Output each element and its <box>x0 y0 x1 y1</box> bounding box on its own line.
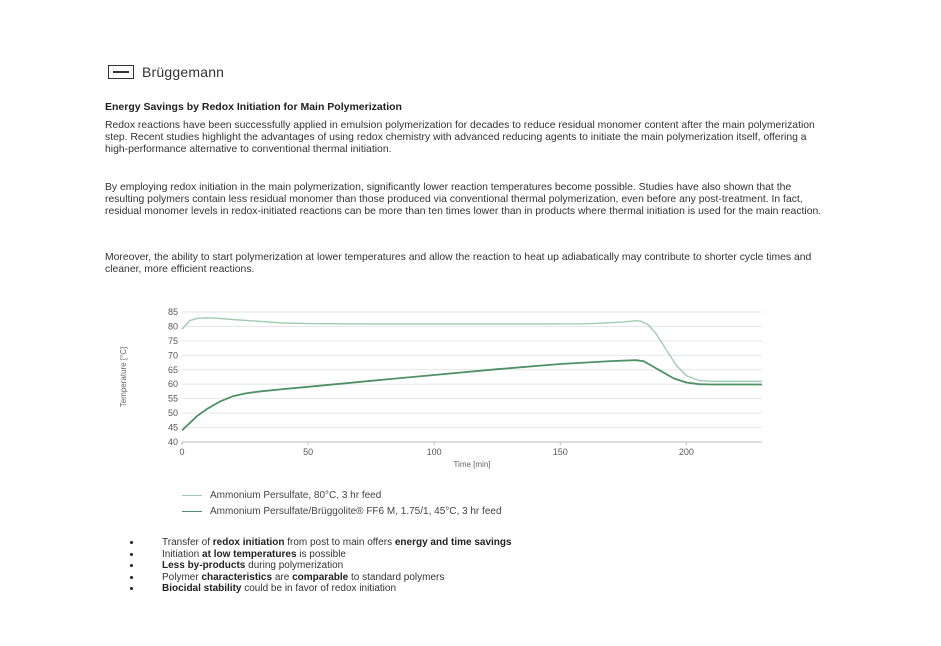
section-heading: Energy Savings by Redox Initiation for Main Polymerization <box>105 101 402 113</box>
benefit-text: during polymerization <box>245 560 344 571</box>
benefit-text: to standard polymers <box>348 571 445 583</box>
x-tick-label: 0 <box>179 447 185 457</box>
body-paragraph: By employing redox initiation in the main polymerization, significantly lower reaction temperatures become possible. Studies have also shown that the resulting polymers contain less residual monomer than those produced via conventional thermal polymerization, even before any post-treatment. In fact, residual monomer levels in redox-initiated reactions can be more than ten times lower than in products where thermal initiation is used for the main reaction. <box>105 182 822 218</box>
x-tick-label: 200 <box>678 447 694 457</box>
y-tick-label: 85 <box>167 307 178 317</box>
intro-paragraph: Redox reactions have been successfully applied in emulsion polymerization for decades to reduce residual monomer content after the main polymerization step. Recent studies highlight the advantages of using redox chemistry with advanced reducing agents to initiate the main polymerization itself, offering a high-performance alternative to conventional thermal initiation. <box>105 120 815 156</box>
y-tick-label: 50 <box>167 408 178 419</box>
y-tick-label: 70 <box>167 350 178 361</box>
benefit-text: are <box>272 571 293 583</box>
legend-label-aps-bruggolite: Ammonium Persulfate/Brüggolite® FF6 M, 1.75/1, 45°C, 3 hr feed <box>210 505 502 517</box>
y-tick-label: 65 <box>167 364 178 375</box>
benefit-emphasis: at low temperatures <box>202 548 297 560</box>
benefit-emphasis: characteristics <box>201 571 273 583</box>
benefits-list <box>130 537 512 595</box>
bullet-dot-icon <box>130 587 133 590</box>
benefit-emphasis: Biocidal stability <box>162 583 242 594</box>
y-tick-label: 75 <box>167 335 178 346</box>
benefit-text: from post to main offers <box>284 537 395 548</box>
benefit-item <box>130 537 512 549</box>
temperature-chart <box>100 302 780 482</box>
benefit-text: Transfer of <box>162 537 213 548</box>
bullet-dot-icon <box>130 564 133 567</box>
closing-paragraph: Moreover, the ability to start polymerization at lower temperatures and allow the reaction to heat up adiabatically may contribute to shorter cycle times and cleaner, more efficient reactions. <box>105 252 812 276</box>
brand-name: Brüggemann <box>142 64 225 80</box>
benefit-item <box>130 583 512 595</box>
benefit-text: is possible <box>296 548 346 560</box>
y-axis-label: Temperature [°C] <box>119 346 128 408</box>
legend-swatch-aps <box>182 495 202 496</box>
legend-swatch-aps-bruggolite <box>182 511 202 512</box>
benefit-emphasis: Less by-products <box>162 560 246 571</box>
brand-header <box>108 64 224 80</box>
y-tick-label: 60 <box>167 379 178 390</box>
benefit-emphasis: energy and time savings <box>394 537 512 548</box>
y-tick-label: 55 <box>167 393 178 404</box>
x-axis-label: Time [min] <box>453 460 491 469</box>
chart-legend <box>182 487 502 519</box>
series-line-aps-bruggolite <box>182 360 762 430</box>
x-tick-label: 150 <box>552 447 568 457</box>
y-tick-label: 80 <box>167 321 178 332</box>
bruggemann-logo-icon <box>108 65 134 79</box>
x-tick-label: 50 <box>303 447 314 457</box>
legend-item-aps-bruggolite <box>182 503 502 519</box>
bullet-dot-icon <box>130 553 133 556</box>
benefit-text: Polymer <box>162 571 202 583</box>
legend-label-aps: Ammonium Persulfate, 80°C, 3 hr feed <box>210 489 382 501</box>
bullet-dot-icon <box>130 576 133 579</box>
bullet-dot-icon <box>130 541 133 544</box>
benefit-text: could be in favor of redox initiation <box>241 583 397 594</box>
benefit-item <box>130 560 512 572</box>
benefit-item <box>130 549 512 561</box>
benefit-text: Initiation <box>162 548 203 560</box>
x-tick-label: 100 <box>426 447 442 457</box>
benefit-item <box>130 572 512 584</box>
benefit-emphasis: comparable <box>292 571 349 583</box>
y-tick-label: 40 <box>167 437 178 447</box>
legend-item-aps <box>182 487 502 503</box>
y-tick-label: 45 <box>167 422 178 433</box>
benefit-emphasis: redox initiation <box>212 537 285 548</box>
